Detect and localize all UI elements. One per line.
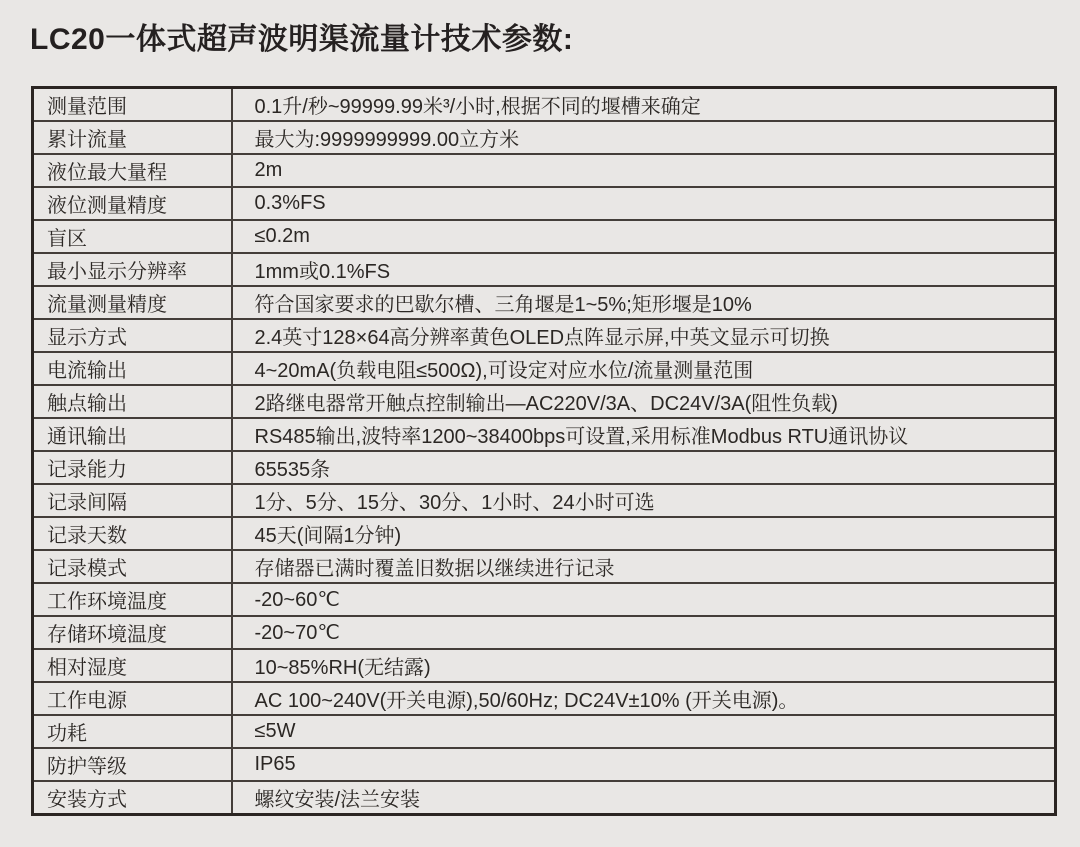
- spec-value: 45天(间隔1分钟): [232, 517, 1056, 550]
- spec-label: 测量范围: [33, 88, 232, 122]
- table-row: [33, 187, 1056, 220]
- spec-value: 1mm或0.1%FS: [232, 253, 1056, 286]
- table-row: [33, 253, 1056, 286]
- spec-label: 存储环境温度: [33, 616, 232, 649]
- spec-value: 螺纹安装/法兰安装: [232, 781, 1056, 815]
- table-row: [33, 583, 1056, 616]
- spec-value: ≤5W: [232, 715, 1056, 748]
- spec-value: 10~85%RH(无结露): [232, 649, 1056, 682]
- spec-label: 液位最大量程: [33, 154, 232, 187]
- spec-label: 流量测量精度: [33, 286, 232, 319]
- page-title: LC20一体式超声波明渠流量计技术参数:: [30, 23, 574, 56]
- spec-label: 工作环境温度: [33, 583, 232, 616]
- spec-label: 记录天数: [33, 517, 232, 550]
- table-row: [33, 715, 1056, 748]
- table-row: [33, 781, 1056, 815]
- spec-value: 2.4英寸128×64高分辨率黄色OLED点阵显示屏,中英文显示可切换: [232, 319, 1056, 352]
- spec-value: 65535条: [232, 451, 1056, 484]
- table-row: [33, 748, 1056, 781]
- spec-value: IP65: [232, 748, 1056, 781]
- spec-value: 1分、5分、15分、30分、1小时、24小时可选: [232, 484, 1056, 517]
- table-row: [33, 550, 1056, 583]
- spec-value: 2m: [232, 154, 1056, 187]
- spec-value: 4~20mA(负载电阻≤500Ω),可设定对应水位/流量测量范围: [232, 352, 1056, 385]
- table-row: [33, 121, 1056, 154]
- spec-label: 累计流量: [33, 121, 232, 154]
- spec-value: 2路继电器常开触点控制输出—AC220V/3A、DC24V/3A(阻性负载): [232, 385, 1056, 418]
- spec-label: 电流输出: [33, 352, 232, 385]
- spec-label: 功耗: [33, 715, 232, 748]
- spec-value: AC 100~240V(开关电源),50/60Hz; DC24V±10% (开关电源)。: [232, 682, 1056, 715]
- table-row: [33, 616, 1056, 649]
- table-row: [33, 418, 1056, 451]
- spec-label: 显示方式: [33, 319, 232, 352]
- spec-label: 盲区: [33, 220, 232, 253]
- table-row: [33, 319, 1056, 352]
- spec-label: 最小显示分辨率: [33, 253, 232, 286]
- spec-sheet-page: [0, 22, 1080, 816]
- table-row: [33, 154, 1056, 187]
- spec-value: RS485输出,波特率1200~38400bps可设置,采用标准Modbus RTU通讯协议: [232, 418, 1056, 451]
- spec-label: 记录模式: [33, 550, 232, 583]
- spec-table: [31, 86, 1057, 816]
- spec-value: 0.3%FS: [232, 187, 1056, 220]
- spec-label: 工作电源: [33, 682, 232, 715]
- spec-value: ≤0.2m: [232, 220, 1056, 253]
- table-row: [33, 385, 1056, 418]
- spec-label: 相对湿度: [33, 649, 232, 682]
- spec-value: -20~60℃: [232, 583, 1056, 616]
- spec-label: 记录能力: [33, 451, 232, 484]
- table-row: [33, 484, 1056, 517]
- spec-label: 液位测量精度: [33, 187, 232, 220]
- spec-label: 安装方式: [33, 781, 232, 815]
- spec-label: 记录间隔: [33, 484, 232, 517]
- spec-label: 防护等级: [33, 748, 232, 781]
- table-row: [33, 451, 1056, 484]
- spec-value: -20~70℃: [232, 616, 1056, 649]
- table-row: [33, 88, 1056, 122]
- table-row: [33, 286, 1056, 319]
- table-row: [33, 517, 1056, 550]
- table-row: [33, 352, 1056, 385]
- table-row: [33, 649, 1056, 682]
- spec-table-body: [33, 88, 1056, 815]
- table-row: [33, 682, 1056, 715]
- spec-value: 0.1升/秒~99999.99米³/小时,根据不同的堰槽来确定: [232, 88, 1056, 122]
- spec-label: 通讯输出: [33, 418, 232, 451]
- spec-value: 存储器已满时覆盖旧数据以继续进行记录: [232, 550, 1056, 583]
- spec-value: 最大为:9999999999.00立方米: [232, 121, 1056, 154]
- spec-label: 触点输出: [33, 385, 232, 418]
- table-row: [33, 220, 1056, 253]
- spec-value: 符合国家要求的巴歇尔槽、三角堰是1~5%;矩形堰是10%: [232, 286, 1056, 319]
